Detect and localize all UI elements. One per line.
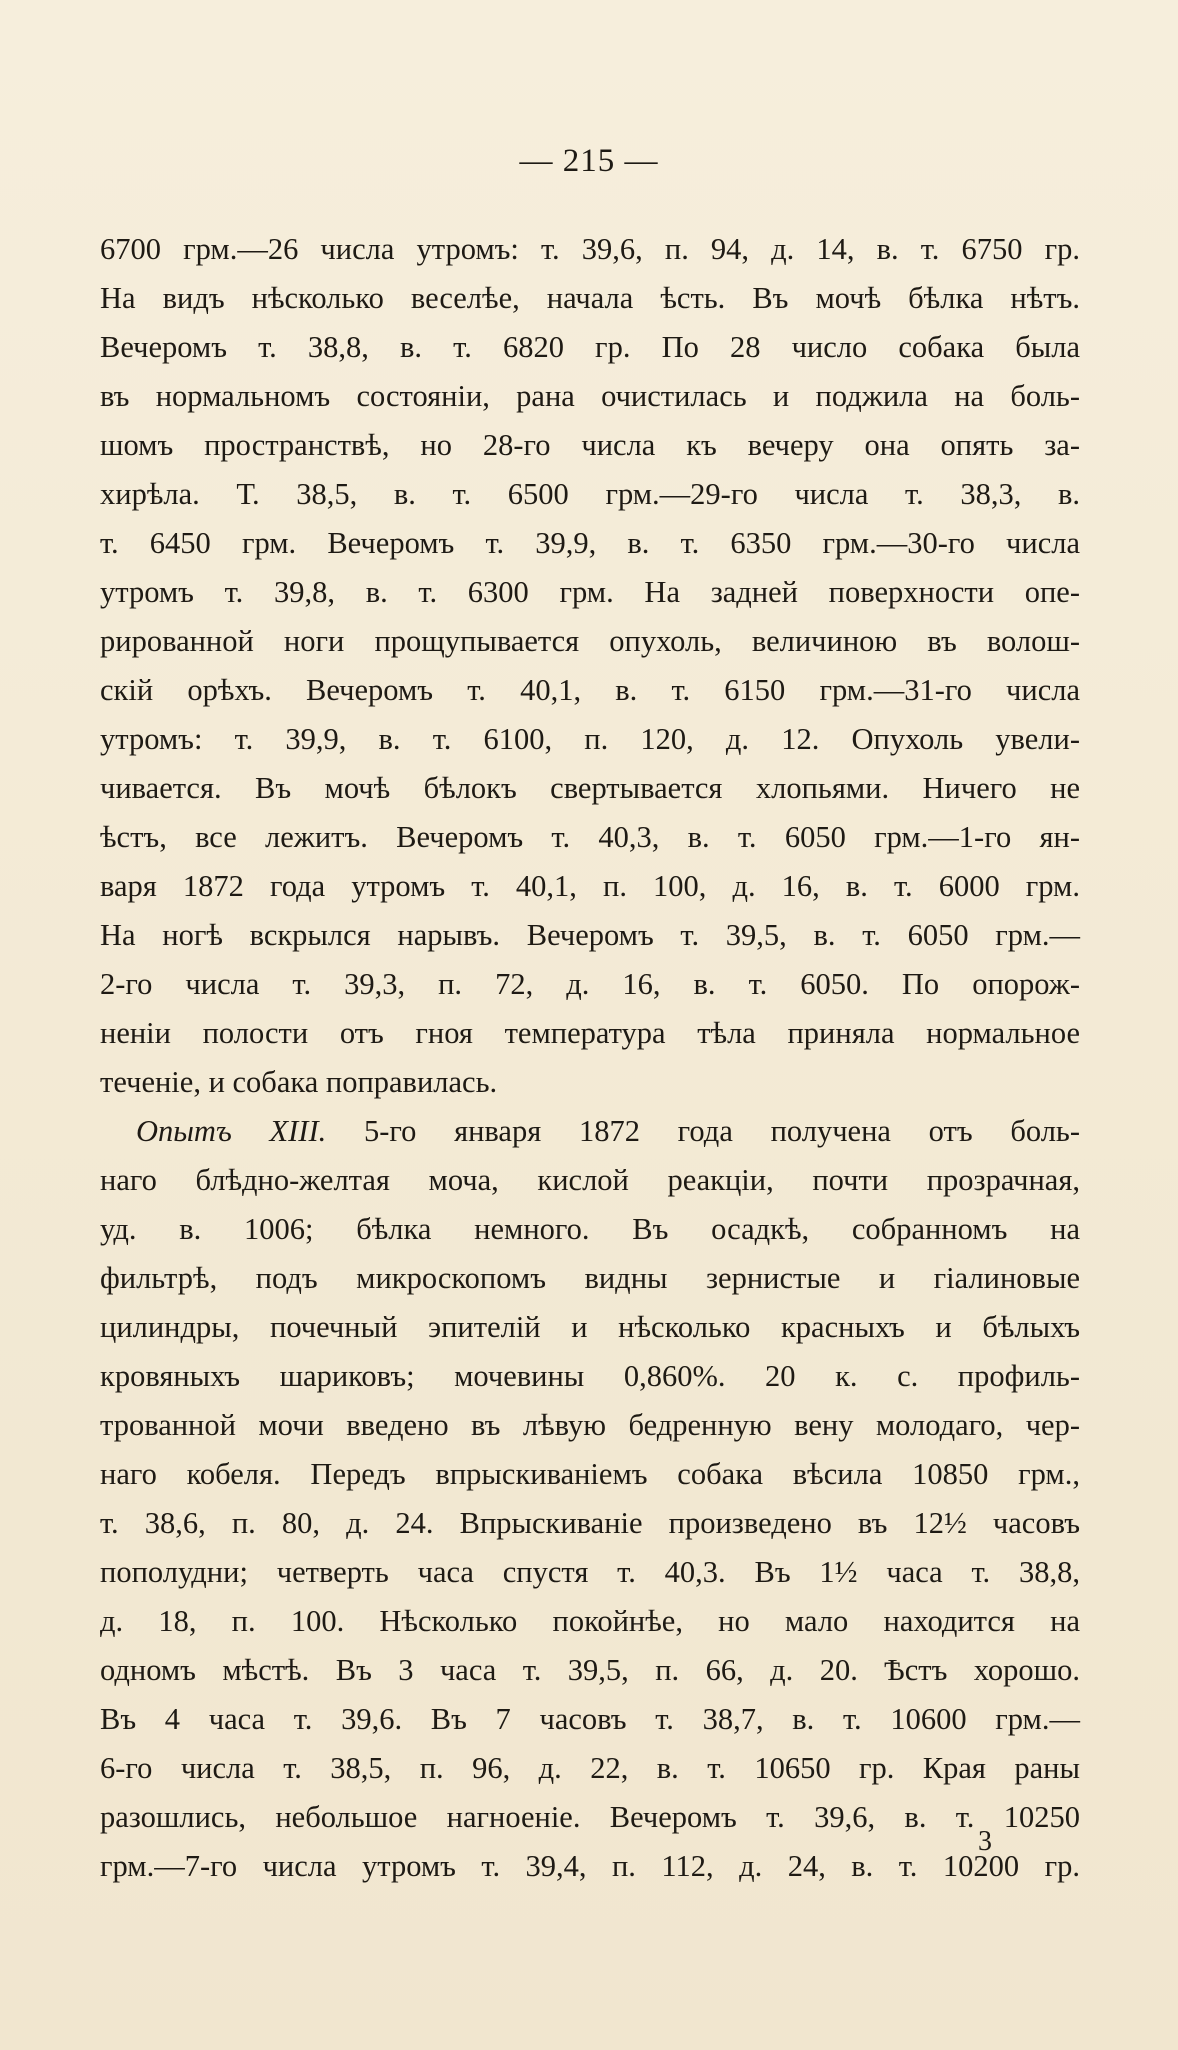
text-line: д. 18, п. 100. Нѣсколько покойнѣе, но мало находится на: [100, 1604, 1080, 1638]
page-number: — 215 —: [519, 143, 659, 179]
text-line-paragraph-end: теченiе, и собака поправилась.: [100, 1065, 498, 1099]
text-line: утромъ т. 39,8, в. т. 6300 грм. На задней поверхности опе-: [100, 575, 1080, 609]
text-line: На видъ нѣсколько веселѣе, начала ѣсть. Въ мочѣ бѣлка нѣтъ.: [100, 281, 1080, 315]
text-line: скiй орѣхъ. Вечеромъ т. 40,1, в. т. 6150 грм.—31-го числа: [100, 673, 1080, 707]
text-line: фильтрѣ, подъ микроскопомъ видны зернистые и гiалиновые: [100, 1261, 1080, 1295]
text-line: т. 6450 грм. Вечеромъ т. 39,9, в. т. 6350 грм.—30-го числа: [100, 526, 1080, 560]
text-line: наго кобеля. Передъ впрыскиванiемъ собака вѣсила 10850 грм.,: [100, 1457, 1080, 1491]
section-first-line-text: 5-го января 1872 года получена отъ боль-: [363, 1114, 1080, 1148]
text-line: Вечеромъ т. 38,8, в. т. 6820 гр. По 28 число собака была: [100, 330, 1080, 364]
text-line: ѣстъ, все лежитъ. Вечеромъ т. 40,3, в. т. 6050 грм.—1-го ян-: [100, 820, 1080, 854]
text-line: кровяныхъ шариковъ; мочевины 0,860%. 20 к. с. профиль-: [100, 1359, 1080, 1393]
section-first-line: [100, 1107, 1080, 1156]
text-line: утромъ: т. 39,9, в. т. 6100, п. 120, д. 12. Опухоль увели-: [100, 722, 1080, 756]
text-line: На ногѣ вскрылся нарывъ. Вечеромъ т. 39,5, в. т. 6050 грм.—: [100, 918, 1080, 952]
text-line: 6-го числа т. 38,5, п. 96, д. 22, в. т. 10650 гр. Края раны: [100, 1751, 1080, 1785]
text-line: хирѣла. Т. 38,5, в. т. 6500 грм.—29-го числа т. 38,3, в.: [100, 477, 1080, 511]
text-line: шомъ пространствѣ, но 28-го числа къ вечеру она опять за-: [100, 428, 1080, 462]
text-line: одномъ мѣстѣ. Въ 3 часа т. 39,5, п. 66, д. 20. Ѣстъ хорошо.: [100, 1653, 1080, 1687]
text-line: грм.—7-го числа утромъ т. 39,4, п. 112, д. 24, в. т. 10200 гр.: [100, 1849, 1080, 1883]
body-text: [100, 225, 1080, 1891]
text-line: въ нормальномъ состоянiи, рана очистилась и поджила на боль-: [100, 379, 1080, 413]
section-heading: Опытъ XIII.: [136, 1114, 327, 1148]
text-line: Въ 4 часа т. 39,6. Въ 7 часовъ т. 38,7, в. т. 10600 грм.—: [100, 1702, 1080, 1736]
text-line: пополудни; четверть часа спустя т. 40,3. Въ 1½ часа т. 38,8,: [100, 1555, 1080, 1589]
text-line: уд. в. 1006; бѣлка немного. Въ осадкѣ, собранномъ на: [100, 1212, 1080, 1246]
text-line: т. 38,6, п. 80, д. 24. Впрыскиванiе произведено въ 12½ часовъ: [100, 1506, 1080, 1540]
text-line: варя 1872 года утромъ т. 40,1, п. 100, д. 16, в. т. 6000 грм.: [100, 869, 1080, 903]
signature-mark: 3: [978, 1826, 992, 1857]
text-line: 2-го числа т. 39,3, п. 72, д. 16, в. т. 6050. По опорож-: [100, 967, 1080, 1001]
text-line: чивается. Въ мочѣ бѣлокъ свертывается хлопьями. Ничего не: [100, 771, 1080, 805]
text-line: цилиндры, почечный эпителiй и нѣсколько красныхъ и бѣлыхъ: [100, 1310, 1080, 1344]
text-line: трованной мочи введено въ лѣвую бедренную вену молодаго, чер-: [100, 1408, 1080, 1442]
text-line: разошлись, небольшое нагноенiе. Вечеромъ т. 39,6, в. т. 10250: [100, 1800, 1080, 1834]
text-line: 6700 грм.—26 числа утромъ: т. 39,6, п. 94, д. 14, в. т. 6750 гр.: [100, 232, 1080, 266]
text-line: рированной ноги прощупывается опухоль, величиною въ волош-: [100, 624, 1080, 658]
text-line: наго блѣдно-желтая моча, кислой реакцiи, почти прозрачная,: [100, 1163, 1080, 1197]
text-line: ненiи полости отъ гноя температура тѣла приняла нормальное: [100, 1016, 1080, 1050]
